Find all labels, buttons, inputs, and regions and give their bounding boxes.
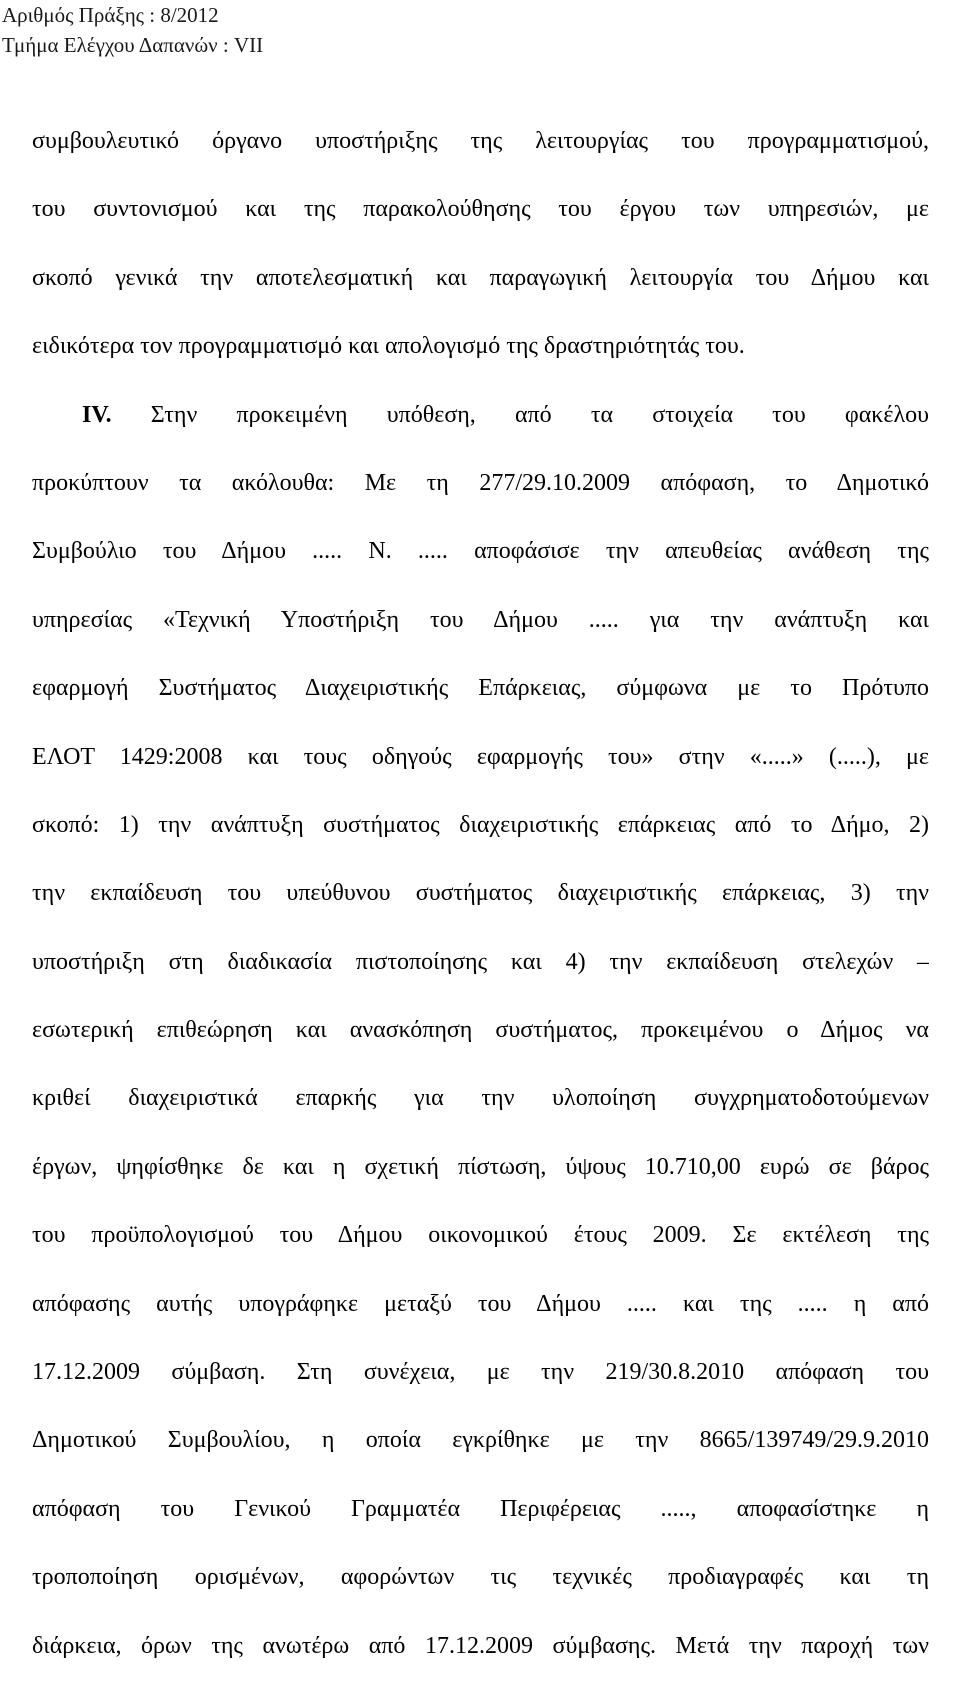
text-line: του συντονισμού και της παρακολούθησης του έργου των υπηρεσιών, με xyxy=(32,196,929,223)
text-line: του προϋπολογισμού του Δήμου οικονομικού έτους 2009. Σε εκτέλεση της xyxy=(32,1222,929,1249)
text-line: σκοπό γενικά την αποτελεσματική και παραγωγική λειτουργία του Δήμου και xyxy=(32,264,929,291)
text-line: έργων, ψηφίσθηκε δε και η σχετική πίστωση, ύψους 10.710,00 ευρώ σε βάρος xyxy=(32,1153,929,1180)
text-line: Συμβούλιο του Δήμου ..... Ν. ..... αποφάσισε την απευθείας ανάθεση της xyxy=(32,538,929,565)
text-line: σκοπό: 1) την ανάπτυξη συστήματος διαχειριστικής επάρκειας από το Δήμο, 2) xyxy=(32,811,929,838)
text-line: Στην προκειμένη υπόθεση, από τα στοιχεία του φακέλου xyxy=(150,401,929,428)
text-line: τροποποίηση ορισμένων, αφορώντων τις τεχνικές προδιαγραφές και τη xyxy=(32,1564,929,1591)
text-line: διάρκεια, όρων της ανωτέρω από 17.12.2009 σύμβασης. Μετά την παροχή των xyxy=(32,1632,929,1659)
text-line: ΕΛΟΤ 1429:2008 και τους οδηγούς εφαρμογής του» στην «.....» (.....), με xyxy=(32,743,929,770)
text-line: απόφασης αυτής υπογράφηκε μεταξύ του Δήμου ..... και της ..... η από xyxy=(32,1290,929,1317)
department-label: Τμήμα Ελέγχου Δαπανών : VII xyxy=(2,33,264,57)
text-line: κριθεί διαχειριστικά επαρκής για την υλοποίηση συγχρηματοδοτούμενων xyxy=(32,1085,929,1112)
text-line: εφαρμογή Συστήματος Διαχειριστικής Επάρκειας, σύμφωνα με το Πρότυπο xyxy=(32,675,929,702)
text-line: εσωτερική επιθεώρηση και ανασκόπηση συστήματος, προκειμένου ο Δήμος να xyxy=(32,1017,929,1044)
case-number: Αριθμός Πράξης : 8/2012 xyxy=(2,3,219,27)
document-header xyxy=(2,0,263,60)
text-line: υποστήριξη στη διαδικασία πιστοποίησης και 4) την εκπαίδευση στελεχών – xyxy=(32,948,929,975)
text-line: απόφαση του Γενικού Γραμματέα Περιφέρειας ....., αποφασίστηκε η xyxy=(32,1495,929,1522)
text-line: ειδικότερα τον προγραμματισμό και απολογισμό της δραστηριότητάς του. xyxy=(32,333,745,360)
section-iv-line xyxy=(32,391,929,459)
text-line: 17.12.2009 σύμβαση. Στη συνέχεια, με την 219/30.8.2010 απόφαση του xyxy=(32,1359,929,1386)
section-marker: IV. xyxy=(82,401,112,428)
text-line: την εκπαίδευση του υπεύθυνου συστήματος διαχειριστικής επάρκειας, 3) την xyxy=(32,880,929,907)
text-line: υπηρεσίας «Τεχνική Υποστήριξη του Δήμου ..... για την ανάπτυξη και xyxy=(32,606,929,633)
text-line: Δημοτικού Συμβουλίου, η οποία εγκρίθηκε με την 8665/139749/29.9.2010 xyxy=(32,1427,929,1454)
text-line: προκύπτουν τα ακόλουθα: Με τη 277/29.10.2009 απόφαση, το Δημοτικό xyxy=(32,469,929,496)
document-body xyxy=(32,117,929,1690)
text-line: συμβουλευτικό όργανο υποστήριξης της λειτουργίας του προγραμματισμού, xyxy=(32,128,929,154)
